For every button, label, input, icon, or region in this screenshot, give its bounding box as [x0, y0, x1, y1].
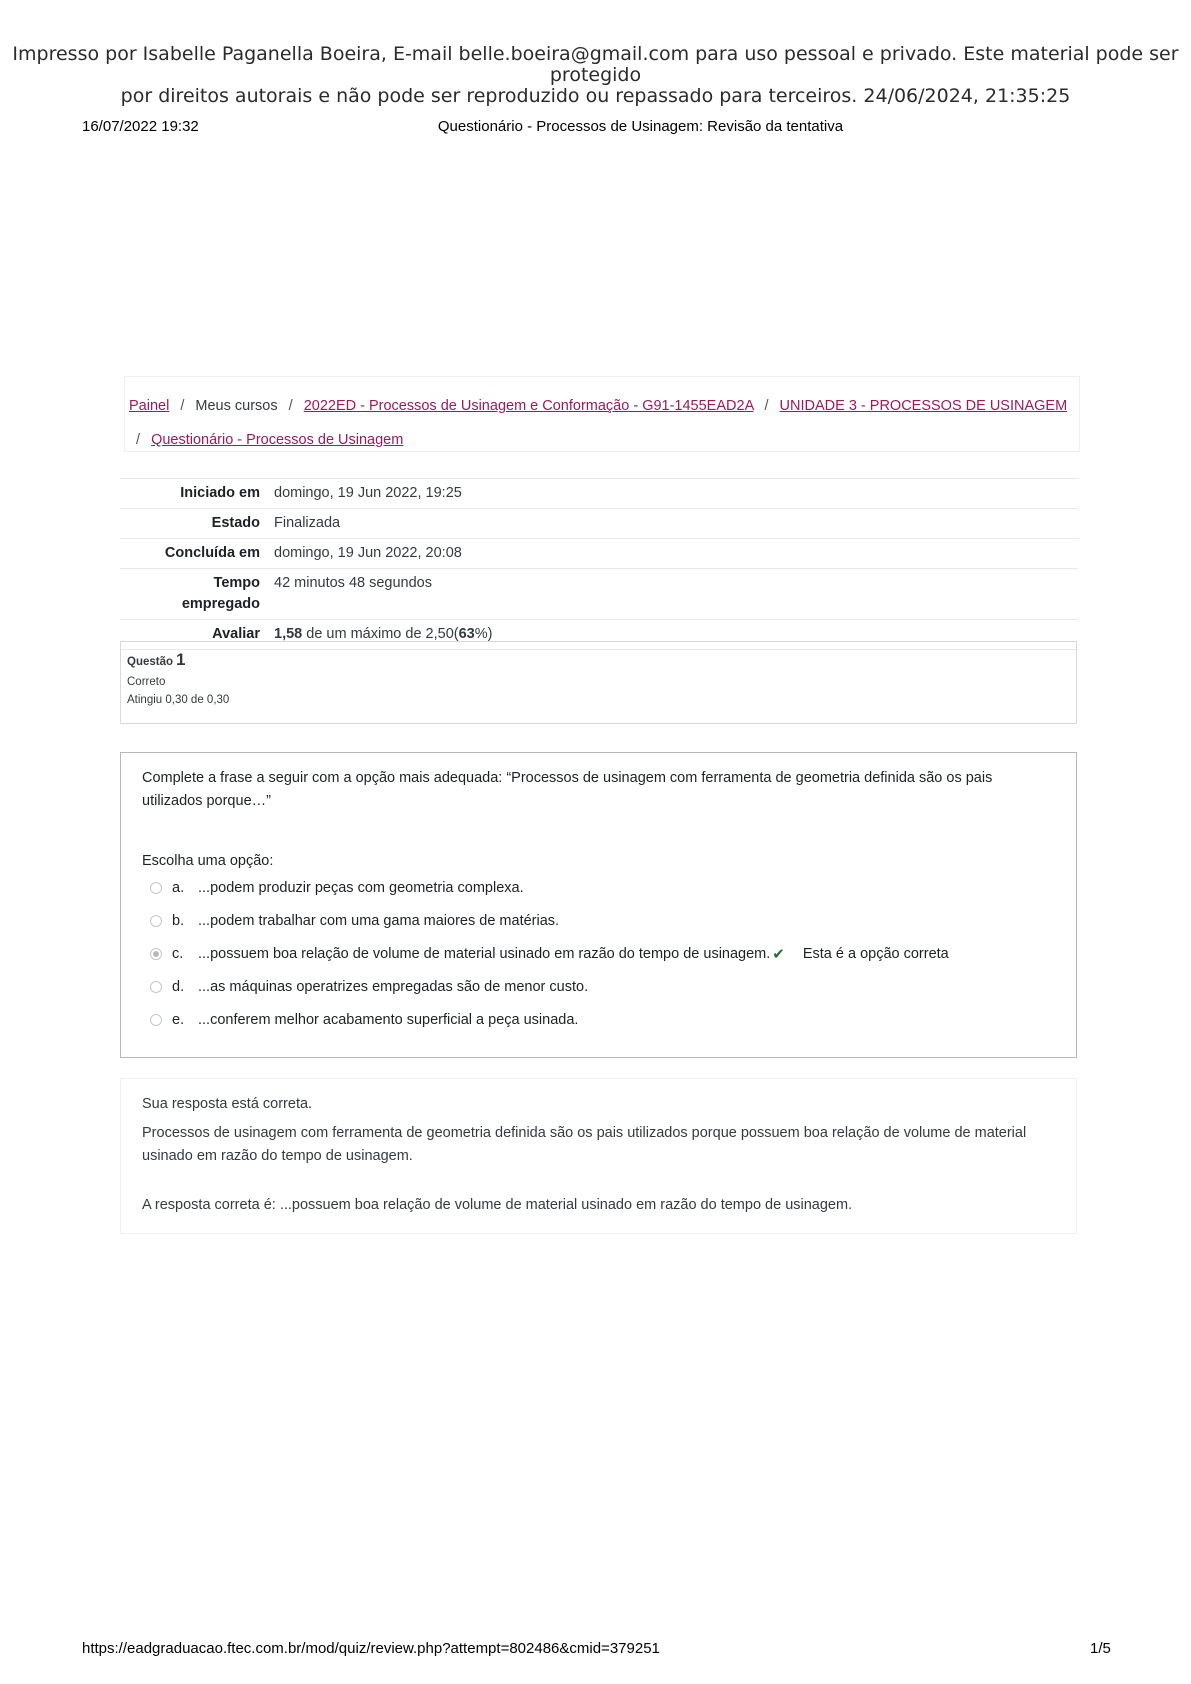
radio-icon[interactable]	[150, 1014, 162, 1026]
summary-row-started	[120, 479, 1078, 509]
question-mark: Atingiu 0,30 de 0,30	[127, 694, 230, 706]
option-letter: e.	[172, 1011, 185, 1028]
watermark-line-1: Impresso por Isabelle Paganella Boeira, E-mail belle.boeira@gmail.com para uso pessoal e privado. Este material pode ser protegido	[12, 43, 1179, 86]
attempt-summary	[120, 478, 1078, 650]
summary-label: Estado	[120, 509, 267, 539]
answer-options	[142, 871, 1055, 1036]
print-url: https://eadgraduacao.ftec.com.br/mod/quiz/review.php?attempt=802486&cmid=379251	[82, 1640, 660, 1657]
summary-value: 42 minutos 48 segundos	[267, 569, 1078, 620]
answer-feedback	[120, 1078, 1077, 1234]
question-label: Questão	[127, 656, 174, 668]
option-b[interactable]	[142, 904, 1055, 937]
breadcrumb-separator: /	[180, 398, 185, 414]
breadcrumb-separator: /	[288, 398, 293, 414]
option-letter: a.	[172, 879, 185, 896]
breadcrumb	[124, 376, 1080, 452]
breadcrumb-unit[interactable]: UNIDADE 3 - PROCESSOS DE USINAGEM	[779, 398, 1068, 414]
radio-icon[interactable]	[150, 882, 162, 894]
correct-note: Esta é a opção correta	[802, 945, 949, 962]
check-icon: ✔	[772, 945, 785, 963]
option-text: ...podem produzir peças com geometria complexa.	[198, 879, 524, 896]
summary-label: Iniciado em	[120, 479, 267, 509]
option-d[interactable]	[142, 970, 1055, 1003]
option-c[interactable]	[142, 937, 1055, 970]
summary-row-completed	[120, 539, 1078, 569]
option-text: ...possuem boa relação de volume de material usinado em razão do tempo de usinagem.	[198, 945, 771, 962]
option-text: ...as máquinas operatrizes empregadas são de menor custo.	[198, 978, 589, 995]
feedback-explanation: Processos de usinagem com ferramenta de geometria definida são os pais utilizados porque possuem boa relação de volume de material usinado em razão do tempo de usinagem.	[142, 1125, 1027, 1164]
breadcrumb-meus-cursos: Meus cursos	[195, 398, 278, 414]
breadcrumb-course[interactable]: 2022ED - Processos de Usinagem e Conformação - G91-1455EAD2A	[303, 398, 754, 414]
question-info	[120, 641, 1077, 724]
question-status: Correto	[127, 676, 166, 688]
question-prompt: Complete a frase a seguir com a opção mais adequada: “Processos de usinagem com ferramenta de geometria definida são os pais utilizados porque…”	[142, 770, 993, 809]
print-date: 16/07/2022 19:32	[82, 118, 199, 135]
breadcrumb-separator: /	[764, 398, 769, 414]
option-a[interactable]	[142, 871, 1055, 904]
print-title: Questionário - Processos de Usinagem: Revisão da tentativa	[437, 118, 844, 135]
time-label-1: Tempo	[213, 575, 260, 591]
option-text: ...conferem melhor acabamento superficial a peça usinada.	[198, 1011, 579, 1028]
question-number	[127, 650, 1070, 670]
feedback-result: Sua resposta está correta.	[142, 1096, 313, 1112]
grade-score: 1,58	[274, 626, 303, 642]
option-e[interactable]	[142, 1003, 1055, 1036]
print-page-number: 1/5	[1090, 1640, 1111, 1657]
summary-row-time	[120, 569, 1078, 620]
option-letter: d.	[172, 978, 185, 995]
print-watermark	[0, 44, 1191, 107]
question-num: 1	[176, 650, 186, 669]
watermark-line-2: por direitos autorais e não pode ser reproduzido ou repassado para terceiros. 24/06/2024, 21:35:25	[120, 85, 1071, 107]
radio-icon[interactable]	[150, 915, 162, 927]
summary-row-state	[120, 509, 1078, 539]
summary-label: Avaliar	[120, 620, 267, 650]
summary-label	[120, 569, 267, 620]
option-letter: c.	[172, 945, 184, 962]
grade-text: de um máximo de 2,50(	[302, 626, 459, 642]
summary-value: domingo, 19 Jun 2022, 20:08	[267, 539, 1078, 569]
grade-percent: 63	[458, 626, 475, 642]
choose-label: Escolha uma opção:	[142, 853, 274, 869]
question-content	[120, 752, 1077, 1058]
option-text: ...podem trabalhar com uma gama maiores de matérias.	[198, 912, 560, 929]
summary-value: Finalizada	[267, 509, 1078, 539]
radio-checked-icon[interactable]	[150, 948, 162, 960]
radio-icon[interactable]	[150, 981, 162, 993]
time-label-2: empregado	[181, 596, 260, 612]
summary-value: domingo, 19 Jun 2022, 19:25	[267, 479, 1078, 509]
breadcrumb-separator: /	[136, 432, 141, 448]
breadcrumb-painel[interactable]: Painel	[129, 398, 170, 414]
option-letter: b.	[172, 912, 185, 929]
grade-suffix: %)	[474, 626, 493, 642]
breadcrumb-quiz[interactable]: Questionário - Processos de Usinagem	[151, 432, 404, 448]
feedback-correct-answer: A resposta correta é: ...possuem boa relação de volume de material usinado em razão do tempo de usinagem.	[142, 1197, 853, 1213]
summary-label: Concluída em	[120, 539, 267, 569]
